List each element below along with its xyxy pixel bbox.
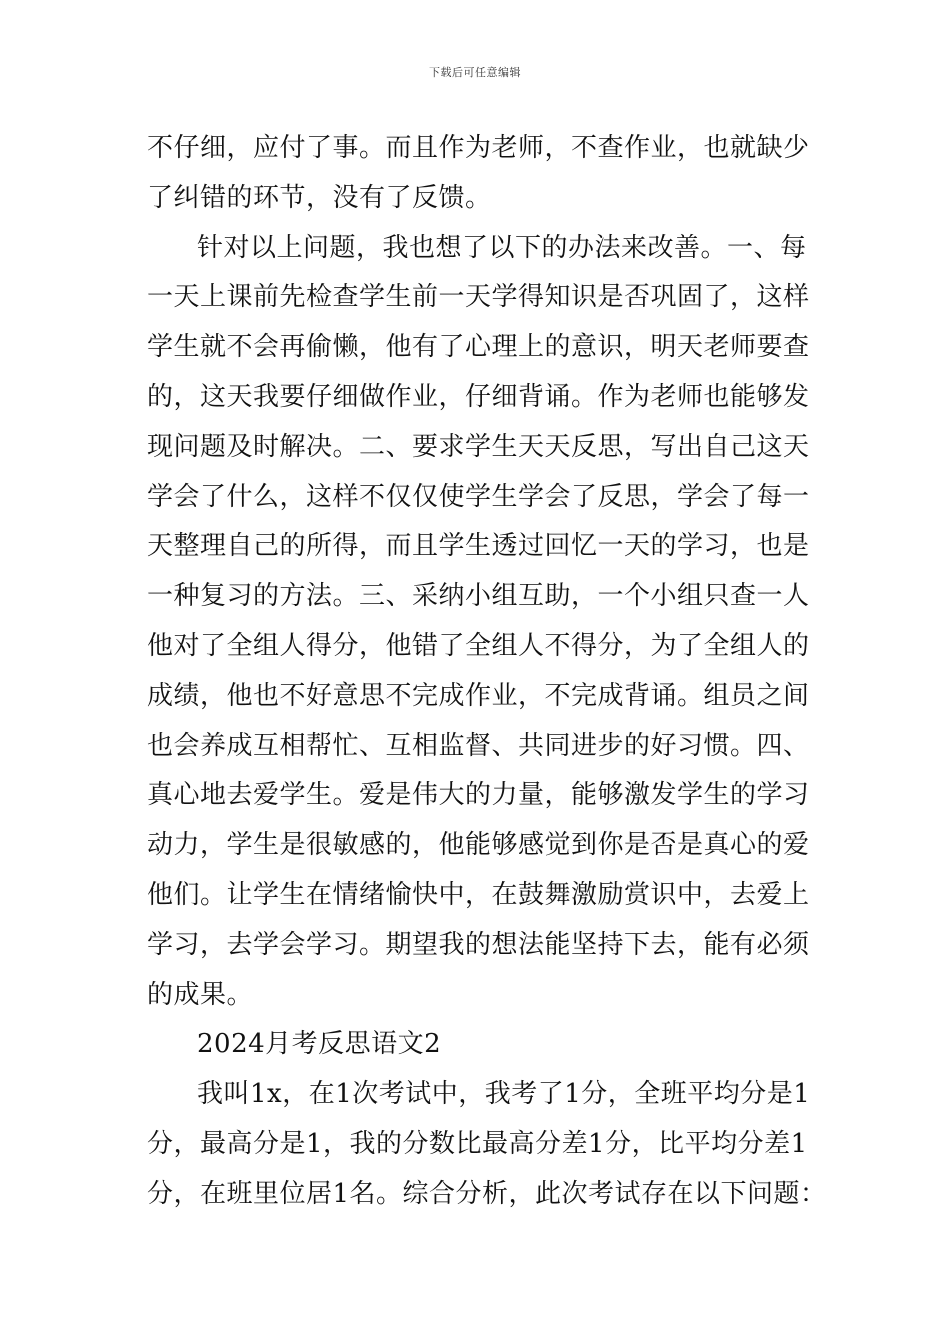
text-line: 学习，去学会学习。期望我的想法能坚持下去，能有必须: [147, 929, 810, 960]
text-line: 学生就不会再偷懒，他有了心理上的意识，明天老师要查: [147, 332, 810, 363]
text-line: 不仔细，应付了事。而且作为老师，不查作业，也就缺少: [147, 133, 810, 163]
text-line: 的成果。: [147, 979, 254, 1010]
text-line: 天整理自己的所得，而且学生透过回忆一天的学习，也是: [147, 531, 810, 562]
text-line: 的，这天我要仔细做作业，仔细背诵。作为老师也能够发: [147, 381, 810, 412]
text-line: 他们。让学生在情绪愉快中，在鼓舞激励赏识中，去爱上: [147, 879, 810, 910]
text-line: 一天上课前先检查学生前一天学得知识是否巩固了，这样: [147, 282, 810, 313]
section-heading: 2024月考反思语文2: [197, 1029, 442, 1060]
text-line: 成绩，他也不好意思不完成作业，不完成背诵。组员之间: [147, 680, 810, 711]
paragraph-start-line: 我叫1x，在1次考试中，我考了1分，全班平均分是1: [197, 1079, 811, 1110]
text-line: 真心地去爱学生。爱是伟大的力量，能够激发学生的学习: [147, 780, 810, 811]
text-line: 分，在班里位居1名。综合分析，此次考试存在以下问题：: [147, 1178, 827, 1209]
text-line: 一种复习的方法。三、采纳小组互助，一个小组只查一人: [147, 581, 810, 612]
text-line: 分，最高分是1，我的分数比最高分差1分，比平均分差1: [147, 1128, 808, 1159]
text-line: 动力，学生是很敏感的，他能够感觉到你是否是真心的爱: [147, 830, 810, 861]
text-line: 现问题及时解决。二、要求学生天天反思，写出自己这天: [147, 431, 810, 462]
text-line: 也会养成互相帮忙、互相监督、共同进步的好习惯。四、: [147, 730, 810, 761]
text-line: 他对了全组人得分，他错了全组人不得分，为了全组人的: [147, 630, 810, 661]
paragraph-start-line: 针对以上问题，我也想了以下的办法来改善。一、每: [197, 232, 807, 263]
text-line: 学会了什么，这样不仅仅使学生学会了反思，学会了每一: [147, 481, 810, 512]
document-body: [147, 124, 827, 1220]
text-line: 了纠错的环节，没有了反馈。: [147, 182, 492, 213]
page-header-note: 下载后可任意编辑: [429, 66, 521, 79]
